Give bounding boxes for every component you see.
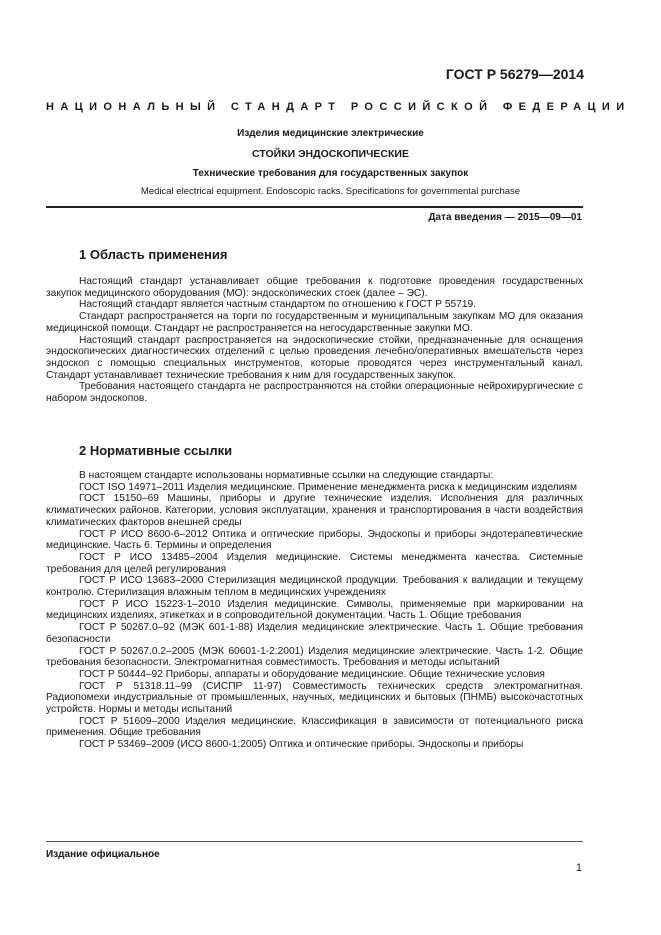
official-edition-label: Издание официальное [46,849,160,860]
reference-item: ГОСТ Р ИСО 15223-1–2010 Изделия медицинские. Символы, применяемые при маркировании на медицинских изделиях, этикетках и в сопроводительной документации. Часть 1. Общие требования [46,598,583,622]
title-line-3: Технические требования для государственных закупок [192,168,469,179]
section-1-paragraph: Настоящий стандарт является частным стандартом по отношению к ГОСТ Р 55719. [79,299,477,311]
reference-item: ГОСТ Р 50267.0–92 (МЭК 601-1-88) Изделия медицинские электрические. Часть 1. Общие требования безопасности [46,622,583,645]
section-2-body [46,470,583,751]
reference-item: ГОСТ Р 51609–2000 Изделия медицинские. Классификация в зависимости от потенциального риска применения. Общие требования [46,715,583,739]
introduction-date: Дата введения — 2015—09—01 [428,212,582,223]
reference-item: ГОСТ 15150–69 Машины, приборы и другие технические изделия. Исполнения для различных климатических районов. Категории, условия эксплуатации, хранения и транспортирования в части воздействия климатических факторов внешней среды [46,493,583,528]
reference-item: ГОСТ Р 50267.0.2–2005 (МЭК 60601-1-2:2001) Изделия медицинские электрические. Часть 1-2. Общие требования безопасности. Электромагнитная совместимость. Требования и методы испытаний [46,645,583,669]
section-1-body [46,276,583,405]
reference-item: ГОСТ ISO 14971–2011 Изделия медицинские. Применение менеджмента риска к медицинским изделиям [79,481,577,493]
title-english: Medical electrical equipment. Endoscopic racks. Specifications for governmental purchase [140,186,521,197]
section-1-paragraph: Настоящий стандарт распространяется на эндоскопические стойки, предназначенные для оснащения эндоскопических диагностических отделений с целью проведения лечебно/оперативных вмешательств через эндоскоп с помощью специальных инструментов, которые проводятся через инструментальный канал. Стандарт устанавливает технические требования к ним для государственных закупок. [46,334,583,381]
reference-item: ГОСТ Р 50444–92 Приборы, аппараты и оборудование медицинские. Общие технические условия [79,668,545,680]
reference-item: ГОСТ Р 53469–2009 (ИСО 8600-1:2005) Оптика и оптические приборы. Эндоскопы и приборы [79,739,524,751]
reference-item: ГОСТ Р ИСО 8600-6–2012 Оптика и оптические приборы. Эндоскопы и приборы эндотерапевтические медицинские. Часть 6. Термины и определения [46,528,583,552]
section-1-paragraph: Требования настоящего стандарта не распространяются на стойки операционные нейрохирургические с набором эндоскопов. [46,381,583,405]
section-1-paragraph: Настоящий стандарт устанавливает общие требования к подготовке проведения государственных закупок медицинского оборудования (МО): эндоскопических стоек (далее – ЭС). [46,276,583,299]
title-line-2: СТОЙКИ ЭНДОСКОПИЧЕСКИЕ [252,148,409,160]
footer-divider [46,841,583,842]
reference-item: ГОСТ Р ИСО 13683–2000 Стерилизация медицинской продукции. Требования к валидации и текущему контролю. Стерилизация влажным теплом в медицинских учреждениях [46,575,583,599]
page-number: 1 [575,862,582,874]
national-standard-banner: НАЦИОНАЛЬНЫЙ СТАНДАРТ РОССИЙСКОЙ ФЕДЕРАЦИИ [46,101,631,113]
reference-item: ГОСТ Р ИСО 13485–2004 Изделия медицинские. Системы менеджмента качества. Системные требования для целей регулирования [46,551,583,575]
title-line-1: Изделия медицинские электрические [237,128,424,139]
section-2-heading: 2 Нормативные ссылки [79,443,233,458]
standard-number: ГОСТ Р 56279—2014 [445,66,584,82]
section-1-paragraph: Стандарт распространяется на торги по государственным и муниципальным закупкам МО для оказания медицинской помощи. Стандарт не распространяется на негосударственные закупки МО. [46,311,583,334]
reference-item: ГОСТ Р 51318.11–99 (СИСПР 11-97) Совместимость технических средств электромагнитная. Радиопомехи индустриальные от промышленных, научных, медицинских и бытовых (ПНМБ) высокочастотных устройств. Нормы и методы испытаний [46,680,583,716]
title-divider [46,206,583,208]
reference-item: В настоящем стандарте использованы нормативные ссылки на следующие стандарты: [79,470,494,481]
section-1-heading: 1 Область применения [79,247,228,262]
